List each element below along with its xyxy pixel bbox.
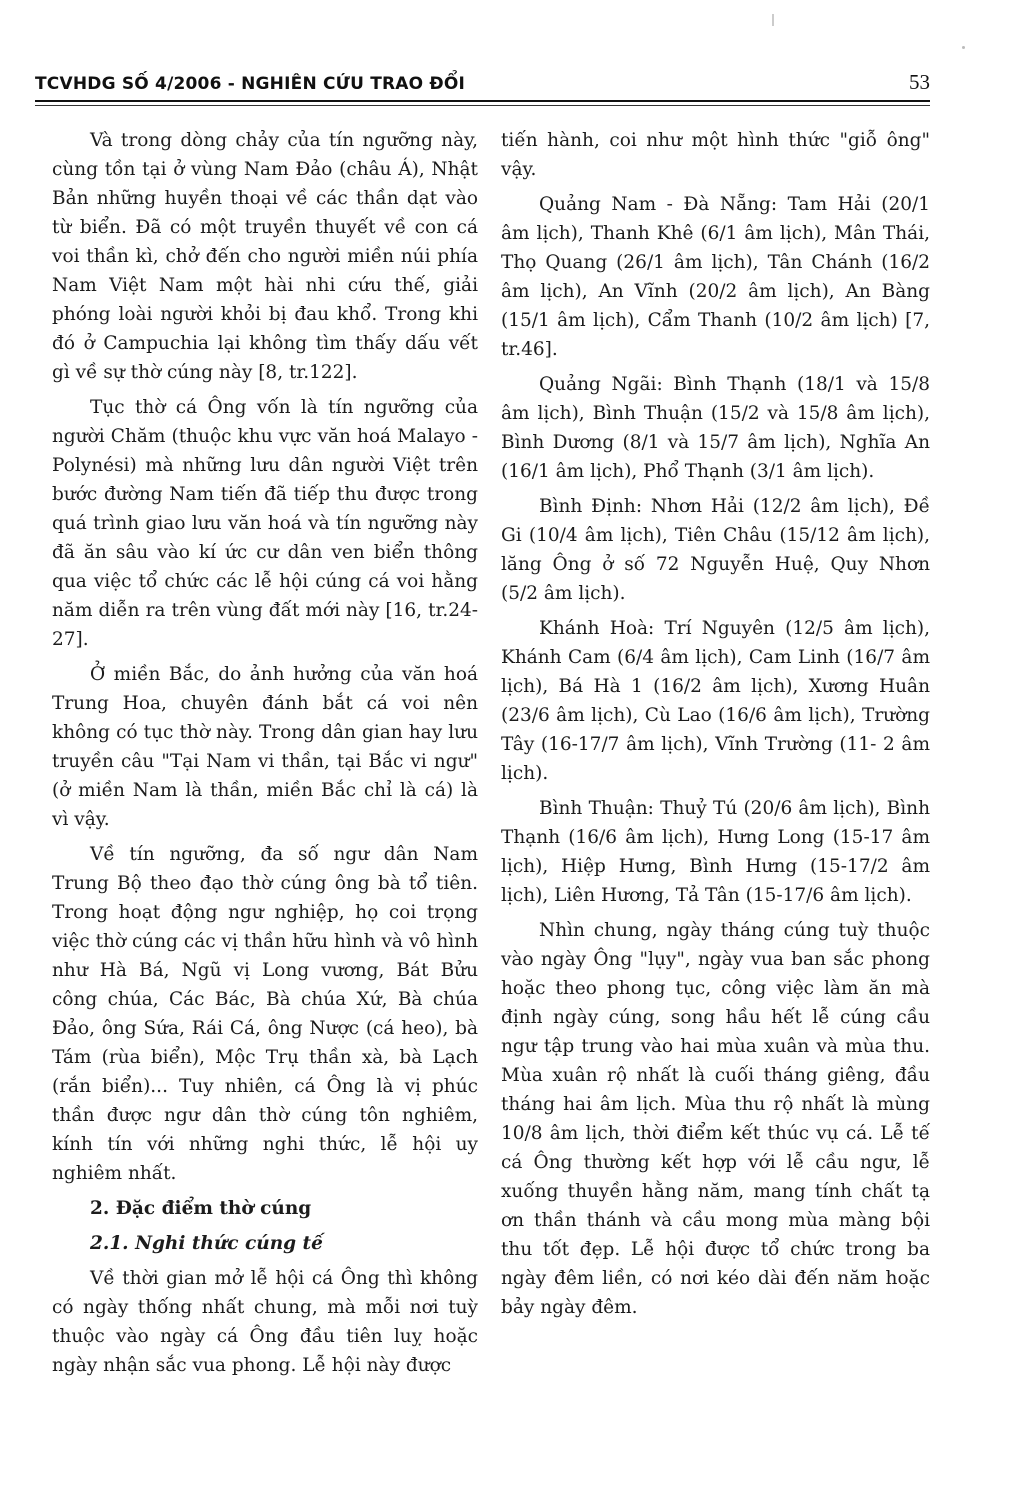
header-rule-thin (35, 105, 930, 106)
paragraph: Quảng Ngãi: Bình Thạnh (18/1 và 15/8 âm lịch), Bình Thuận (15/2 và 15/8 âm lịch), Bình Dương (8/1 và 15/7 âm lịch), Nghĩa An (16/1 âm lịch), Phổ Thạnh (3/1 âm lịch). (501, 374, 930, 482)
left-column (52, 126, 478, 1386)
paragraph: Về thời gian mở lễ hội cá Ông thì không có ngày thống nhất chung, mà mỗi nơi tuỳ thuộc vào ngày cá Ông đầu tiên luỵ hoặc ngày nhận sắc vua phong. Lễ hội này được (52, 1268, 478, 1376)
scan-mark (962, 46, 965, 49)
journal-title: TCVHDG SỐ 4/2006 - NGHIÊN CỨU TRAO ĐỔI (35, 74, 466, 94)
right-column (501, 126, 930, 1328)
paragraph: Và trong dòng chảy của tín ngưỡng này, cùng tồn tại ở vùng Nam Đảo (châu Á), Nhật Bản những huyền thoại về các thần dạt vào từ biển. Đã có một truyền thuyết về con cá voi thần kì, chở đến cho người miền núi phía Nam Việt Nam một hài nhi cứu thế, giải phóng loài người khỏi bị đau khổ. Trong khi đó ở Campuchia lại không tìm thấy dấu vết gì về sự thờ cúng này [8, tr.122]. (52, 130, 478, 383)
paragraph: Quảng Nam - Đà Nẵng: Tam Hải (20/1 âm lịch), Thanh Khê (6/1 âm lịch), Mân Thái, Thọ Quang (26/1 âm lịch), Tân Chánh (16/2 âm lịch), An Vĩnh (20/2 âm lịch), An Bàng (15/1 âm lịch), Cẩm Thanh (10/2 âm lịch) [7, tr.46]. (501, 194, 930, 360)
paragraph: Khánh Hoà: Trí Nguyên (12/5 âm lịch), Khánh Cam (6/4 âm lịch), Cam Linh (16/7 âm lịch), Bá Hà 1 (16/2 âm lịch), Xương Huân (23/6 âm lịch), Cù Lao (16/6 âm lịch), Trường Tây (16-17/7 âm lịch), Vĩnh Trường (11- 2 âm lịch). (501, 618, 930, 784)
scan-mark (772, 14, 774, 26)
paragraph: Bình Định: Nhơn Hải (12/2 âm lịch), Đề Gi (10/4 âm lịch), Tiên Châu (15/12 âm lịch), lăng Ông ở số 72 Nguyễn Huệ, Quy Nhơn (5/2 âm lịch). (501, 496, 930, 604)
page-number: 53 (909, 70, 930, 94)
subsection-heading: 2.1. Nghi thức cúng tế (90, 1233, 323, 1254)
paragraph-continued: tiến hành, coi như một hình thức "giỗ ông" vậy. (501, 130, 930, 180)
running-header (35, 70, 930, 98)
paragraph: Nhìn chung, ngày tháng cúng tuỳ thuộc vào ngày Ông "lụy", ngày vua ban sắc phong hoặc theo phong tục, công việc làm ăn mà định ngày cúng, song hầu hết lễ cúng cầu ngư tập trung vào hai mùa xuân và mùa thu. Mùa xuân rộ nhất là cuối tháng giêng, đầu tháng hai âm lịch. Mùa thu rộ nhất là mùng 10/8 âm lịch, thời điểm kết thúc vụ cá. Lễ tế cá Ông thường kết hợp với lễ cầu ngư, lễ xuống thuyền hằng năm, mang tính chất tạ ơn thần thánh và cầu mong mùa màng bội thu tốt đẹp. Lễ hội được tổ chức trong ba ngày đêm liền, có nơi kéo dài đến năm hoặc bảy ngày đêm. (501, 920, 930, 1318)
section-heading: 2. Đặc điểm thờ cúng (90, 1198, 312, 1219)
paragraph: Về tín ngưỡng, đa số ngư dân Nam Trung Bộ theo đạo thờ cúng ông bà tổ tiên. Trong hoạt động ngư nghiệp, họ coi trọng việc thờ cúng các vị thần hữu hình và vô hình như Hà Bá, Ngũ vị Long vương, Bát Bửu công chúa, Các Bác, Bà chúa Xứ, Bà chúa Đảo, ông Sứa, Rái Cá, ông Nược (cá heo), bà Tám (rùa biển), Mộc Trụ thần xà, bà Lạch (rắn biển)... Tuy nhiên, cá Ông là vị phúc thần được ngư dân thờ cúng tôn nghiêm, kính tín với những nghi thức, lễ hội uy nghiêm nhất. (52, 844, 478, 1184)
paragraph: Bình Thuận: Thuỷ Tú (20/6 âm lịch), Bình Thạnh (16/6 âm lịch), Hưng Long (15-17 âm lịch), Hiệp Hưng, Bình Hưng (15-17/2 âm lịch), Liên Hương, Tả Tân (15-17/6 âm lịch). (501, 798, 930, 906)
paragraph: Tục thờ cá Ông vốn là tín ngưỡng của người Chăm (thuộc khu vực văn hoá Malayo - Polynési) mà những lưu dân người Việt trên bước đường Nam tiến đã tiếp thu được trong quá trình giao lưu văn hoá và tín ngưỡng này đã ăn sâu vào kí ức cư dân ven biển thông qua việc tổ chức các lễ hội cúng cá voi hằng năm diễn ra trên vùng đất mới này [16, tr.24-27]. (52, 397, 478, 650)
paragraph: Ở miền Bắc, do ảnh hưởng của văn hoá Trung Hoa, chuyên đánh bắt cá voi nên không có tục thờ này. Trong dân gian hay lưu truyền câu "Tại Nam vi thần, tại Bắc vi ngư" (ở miền Nam là thần, miền Bắc chỉ là cá) là vì vậy. (52, 664, 478, 830)
header-rule (35, 100, 930, 102)
